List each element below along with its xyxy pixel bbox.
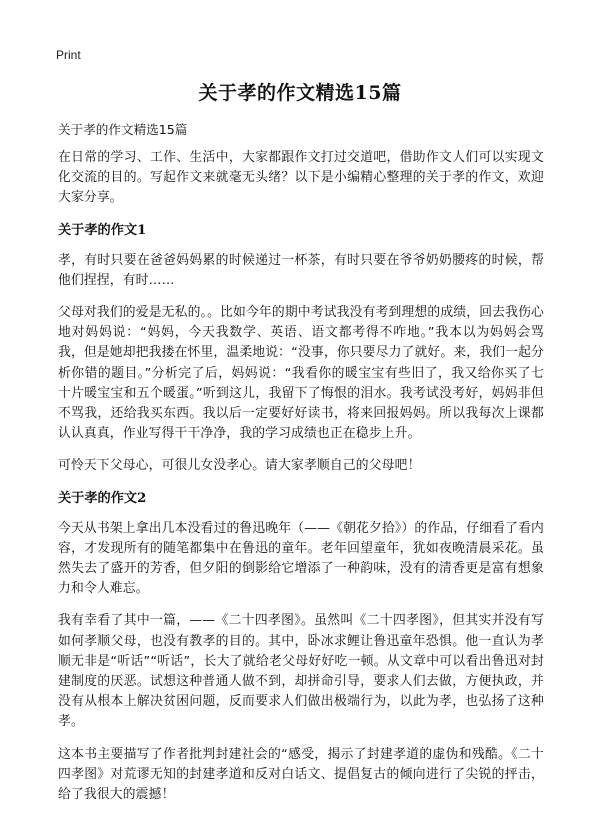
document-title: 关于孝的作文精选15篇 [198, 82, 402, 104]
document-subtitle: 关于孝的作文精选15篇 [58, 122, 188, 137]
section-1-paragraph-2: 父母对我们的爱是无私的。。比如今年的期中考试我没有考到理想的成绩，回去我伤心地对妈妈说：“妈妈，今天我数学、英语、语文都考得不咋地。”我本以为妈妈会骂我，但是她却把我搂在怀里，温柔地说：“没事，你只要尽力了就好。来，我们一起分析你错的题目。”分析完了后，妈妈说：“我看你的暖宝宝有些旧了，我又给你买了七十片暖宝宝和五个暖蛋。”听到这儿，我留下了悔恨的泪水。我考试没考好，妈妈非但不骂我，还给我买东西。我以后一定要好好读书，将来回报妈妈。所以我每次上课都认认真真，作业写得干干净净，我的学习成绩也正在稳步上升。 [58, 305, 544, 442]
section-heading-2: 关于孝的作文2 [58, 490, 147, 506]
section-2-paragraph-2: 我有幸看了其中一篇，——《二十四孝图》。虽然叫《二十四孝图》，但其实并没有写如何孝顺父母，也没有教孝的目的。其中，卧冰求鲤让鲁迅童年恐惧。他一直认为孝顺无非是“听话”“听话”，长大了就给老父母好好吃一顿。从文章中可以看出鲁迅对封建制度的厌恶。试想这种普通人做不到，却拼命引导，要求人们去做，方便执政，并没有从根本上解决贫困问题，反而要求人们做出极端行为，以此为孝，也弘扬了这种孝。 [58, 613, 544, 730]
print-label[interactable]: Print [56, 48, 81, 62]
section-1-paragraph-3: 可怜天下父母心，可很儿女没孝心。请大家孝顺自己的父母吧！ [58, 458, 421, 474]
section-2-paragraph-3: 这本书主要描写了作者批判封建社会的“感受，揭示了封建孝道的虚伪和残酷。《二十四孝图》对荒谬无知的封建孝道和反对白话文、提倡复古的倾向进行了尖锐的抨击，给了我很大的震撼！ [58, 746, 544, 803]
document-content [58, 148, 544, 817]
section-2-paragraph-1: 今天从书架上拿出几本没看过的鲁迅晚年（——《朝花夕拾》）的作品，仔细看了看内容，才发现所有的随笔都集中在鲁迅的童年。老年回望童年，犹如夜晚清晨采花。虽然失去了盛开的芳香，但夕阳的倒影给它增添了一种韵味，没有的清香更是富有想象力和令人难忘。 [58, 520, 544, 597]
section-1-paragraph-1: 孝，有时只要在爸爸妈妈累的时候递过一杯茶，有时只要在爷爷奶奶腰疼的时候，帮他们捏捏，有时…… [58, 252, 544, 288]
section-heading-1: 关于孝的作文1 [58, 222, 147, 238]
intro-paragraph: 在日常的学习、工作、生活中，大家都跟作文打过交道吧，借助作文人们可以实现文化交流的目的。写起作文来就毫无头绪？以下是小编精心整理的关于孝的作文，欢迎大家分享。 [58, 150, 544, 206]
